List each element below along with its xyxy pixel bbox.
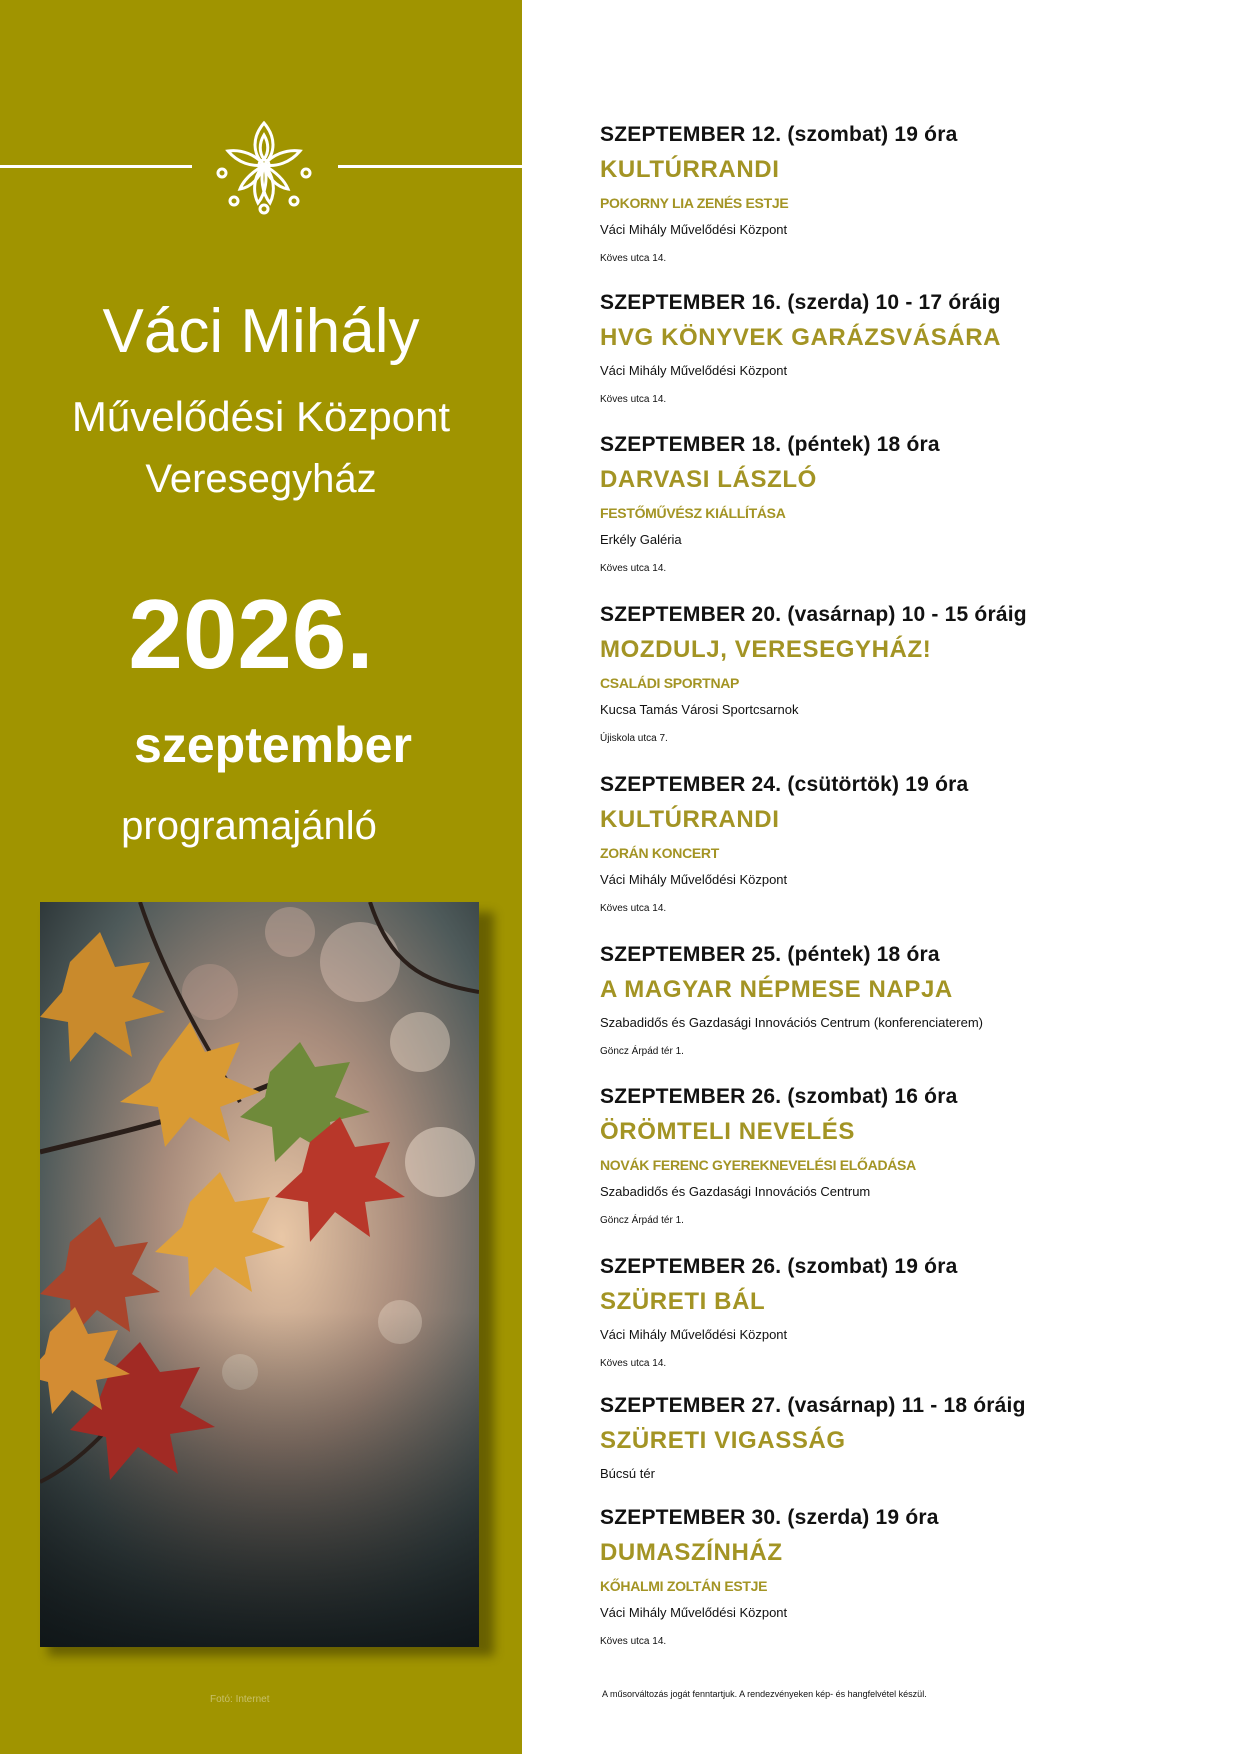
event-title: SZÜRETI VIGASSÁG: [600, 1427, 846, 1454]
event-title: DUMASZÍNHÁZ: [600, 1539, 783, 1566]
event-venue: Búcsú tér: [600, 1466, 655, 1481]
event-venue: Váci Mihály Művelődési Központ: [600, 1605, 788, 1620]
event-title: KULTÚRRANDI: [600, 806, 780, 833]
event-subtitle: CSALÁDI SPORTNAP: [600, 675, 740, 691]
event-date: SZEPTEMBER 26. (szombat) 19 óra: [600, 1255, 958, 1278]
event-title: HVG KÖNYVEK GARÁZSVÁSÁRA: [600, 324, 1002, 351]
footer-disclaimer: A műsorváltozás jogát fenntartjuk. A rendezvényeken kép- és hangfelvétel készül.: [602, 1689, 927, 1699]
org-name-line2: Művelődési Központ: [71, 393, 451, 440]
event-subtitle: KŐHALMI ZOLTÁN ESTJE: [600, 1578, 768, 1594]
event-item: [600, 433, 1220, 574]
autumn-leaves-photo: [40, 902, 479, 1647]
event-address: Köves utca 14.: [600, 903, 667, 914]
event-item: [600, 123, 1220, 264]
event-item: [600, 603, 1220, 744]
event-venue: Szabadidős és Gazdasági Innovációs Centrum: [600, 1184, 871, 1199]
event-date: SZEPTEMBER 25. (péntek) 18 óra: [600, 943, 940, 966]
event-subtitle: ZORÁN KONCERT: [600, 845, 719, 861]
event-date: SZEPTEMBER 12. (szombat) 19 óra: [600, 123, 958, 146]
event-item: [600, 1506, 1220, 1647]
event-venue: Váci Mihály Művelődési Központ: [600, 363, 788, 378]
event-address: Göncz Árpád tér 1.: [600, 1046, 684, 1057]
event-date: SZEPTEMBER 27. (vasárnap) 11 - 18 óráig: [600, 1394, 1026, 1417]
event-date: SZEPTEMBER 26. (szombat) 16 óra: [600, 1085, 958, 1108]
event-title: DARVASI LÁSZLÓ: [600, 466, 817, 493]
event-date: SZEPTEMBER 30. (szerda) 19 óra: [600, 1506, 939, 1529]
event-date: SZEPTEMBER 16. (szerda) 10 - 17 óráig: [600, 291, 1001, 314]
flower-ornament-icon: [214, 115, 314, 215]
photo-credit: Fotó: Internet: [210, 1694, 270, 1705]
event-item: [600, 773, 1220, 914]
event-date: SZEPTEMBER 20. (vasárnap) 10 - 15 óráig: [600, 603, 1027, 626]
event-title: MOZDULJ, VERESEGYHÁZ!: [600, 636, 932, 663]
event-address: Köves utca 14.: [600, 563, 667, 574]
event-item: [600, 1085, 1220, 1226]
event-item: [600, 1255, 1220, 1369]
event-item: [600, 291, 1220, 405]
event-address: Köves utca 14.: [600, 1358, 667, 1369]
event-address: Újiskola utca 7.: [600, 733, 668, 744]
event-date: SZEPTEMBER 18. (péntek) 18 óra: [600, 433, 940, 456]
event-venue: Kucsa Tamás Városi Sportcsarnok: [600, 702, 799, 717]
month-heading: szeptember: [134, 717, 412, 773]
event-venue: Szabadidős és Gazdasági Innovációs Centrum (konferenciaterem): [600, 1015, 983, 1030]
year-heading: 2026.: [128, 579, 374, 689]
event-date: SZEPTEMBER 24. (csütörtök) 19 óra: [600, 773, 969, 796]
event-venue: Váci Mihály Művelődési Központ: [600, 222, 788, 237]
event-item: [600, 1394, 1220, 1481]
event-title: SZÜRETI BÁL: [600, 1288, 766, 1315]
org-location: Veresegyház: [145, 457, 377, 501]
event-item: [600, 943, 1220, 1057]
event-title: A MAGYAR NÉPMESE NAPJA: [600, 976, 953, 1003]
event-subtitle: FESTŐMŰVÉSZ KIÁLLÍTÁSA: [600, 505, 786, 521]
event-title: ÖRÖMTELI NEVELÉS: [600, 1118, 855, 1145]
event-subtitle: NOVÁK FERENC GYEREKNEVELÉSI ELŐADÁSA: [600, 1157, 916, 1173]
event-address: Köves utca 14.: [600, 394, 667, 405]
event-venue: Váci Mihály Művelődési Központ: [600, 872, 788, 887]
event-venue: Váci Mihály Művelődési Központ: [600, 1327, 788, 1342]
decorative-line-right: [338, 165, 522, 168]
sidebar-panel: [0, 0, 522, 1754]
decorative-line-left: [0, 165, 192, 168]
event-address: Köves utca 14.: [600, 253, 667, 264]
event-address: Göncz Árpád tér 1.: [600, 1215, 684, 1226]
event-title: KULTÚRRANDI: [600, 156, 780, 183]
program-subtitle: programajánló: [121, 804, 377, 848]
org-name-line1: Váci Mihály: [102, 297, 420, 366]
event-address: Köves utca 14.: [600, 1636, 667, 1647]
event-subtitle: POKORNY LIA ZENÉS ESTJE: [600, 195, 789, 211]
event-venue: Erkély Galéria: [600, 532, 682, 547]
